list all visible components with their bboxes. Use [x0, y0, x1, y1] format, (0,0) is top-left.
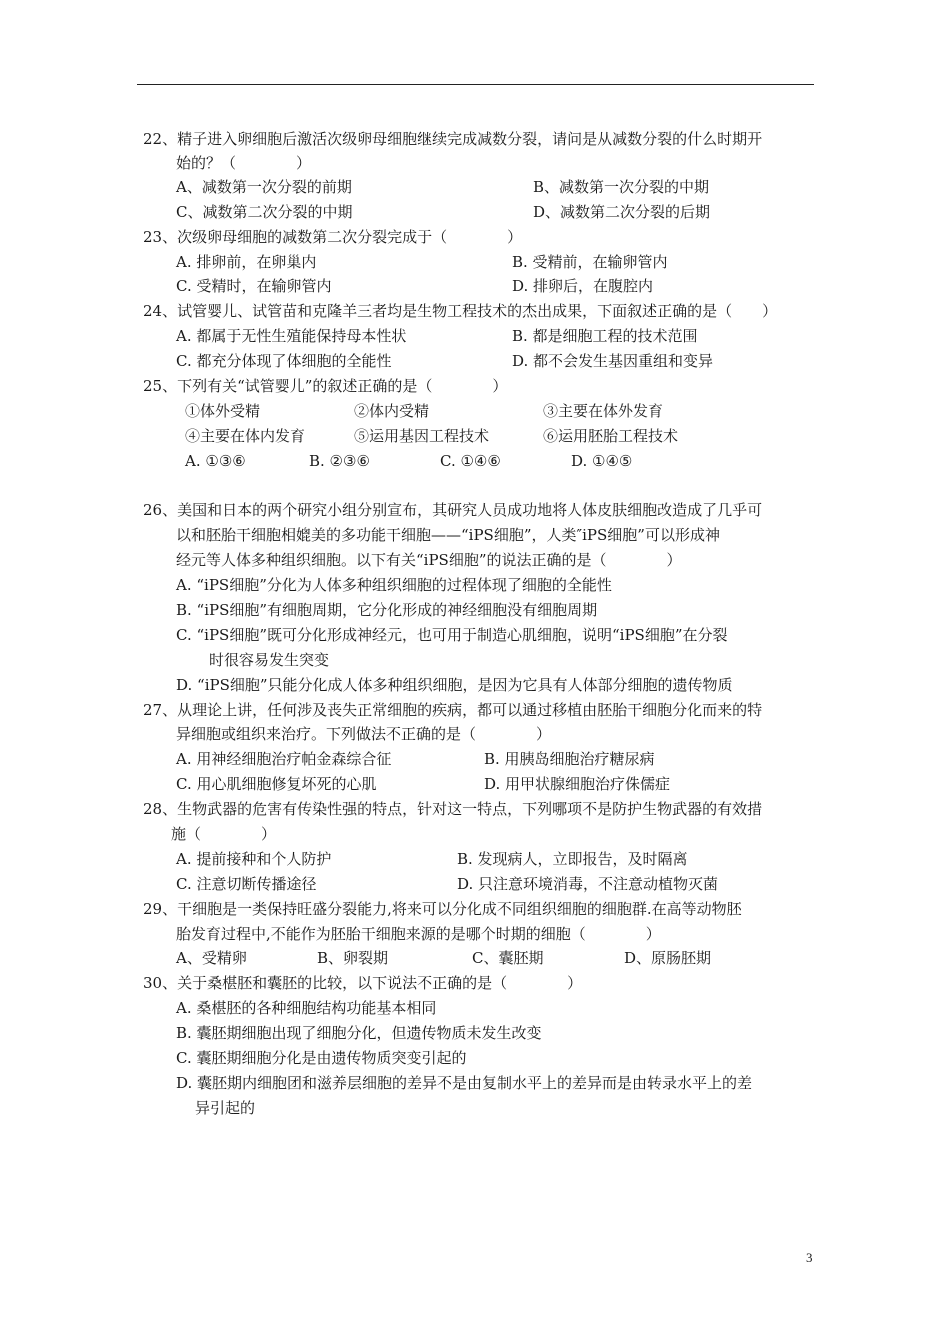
option-c: C. 注意切断传播途径 [176, 875, 317, 893]
option-a: A. 提前接种和个人防护 [176, 850, 332, 868]
page-number: 3 [806, 1250, 813, 1265]
option-b: B. ②③⑥ [309, 452, 370, 470]
option-d: D. 囊胚期内细胞团和滋养层细胞的差异不是由复制水平上的差异而是由转录水平上的差 [176, 1074, 753, 1092]
question-line: 22、精子进入卵细胞后激活次级卵母细胞继续完成减数分裂，请问是从减数分裂的什么时期开 [143, 130, 763, 148]
header-rule [137, 84, 814, 85]
option-a: A. 桑椹胚的各种细胞结构功能基本相同 [176, 999, 437, 1017]
option-c: C. 用心肌细胞修复坏死的心肌 [176, 775, 377, 793]
option-c: C、减数第二次分裂的中期 [176, 203, 353, 221]
option-b: B. 发现病人，立即报告，及时隔离 [457, 850, 688, 868]
option-b: B、减数第一次分裂的中期 [533, 178, 710, 196]
list-item: ②体内受精 [354, 402, 430, 420]
question-line: 24、试管婴儿、试管苗和克隆羊三者均是生物工程技术的杰出成果，下面叙述正确的是（ ） [143, 302, 778, 320]
list-item: ⑤运用基因工程技术 [354, 427, 490, 445]
question-line: 以和胚胎干细胞相媲美的多功能干细胞——“iPS细胞”，人类″iPS细胞”可以形成神 [176, 526, 720, 544]
option-d: D、原肠胚期 [624, 949, 712, 967]
option-d: D. 都不会发生基因重组和变异 [512, 352, 714, 370]
question-line: 胎发育过程中,不能作为胚胎干细胞来源的是哪个时期的细胞（ ） [176, 925, 661, 943]
option-c: C. 受精时，在输卵管内 [176, 277, 332, 295]
option-d: D. 排卵后，在腹腔内 [512, 277, 654, 295]
question-line: 异细胞或组织来治疗。下列做法不正确的是（ ） [176, 725, 552, 743]
list-item: ④主要在体内发育 [185, 427, 306, 445]
option-d: 异引起的 [195, 1099, 256, 1117]
option-d: D. 只注意环境消毒，不注意动植物灭菌 [457, 875, 719, 893]
question-line: 27、从理论上讲，任何涉及丧失正常细胞的疾病，都可以通过移植由胚胎干细胞分化而来的特 [143, 701, 763, 719]
option-b: B. 囊胚期细胞出现了细胞分化，但遗传物质未发生改变 [176, 1024, 542, 1042]
list-item: ③主要在体外发育 [543, 402, 664, 420]
option-c: C、囊胚期 [472, 949, 544, 967]
option-a: A、受精卵 [176, 949, 247, 967]
option-d: D. “iPS细胞”只能分化成人体多种组织细胞，是因为它具有人体部分细胞的遗传物质 [176, 676, 733, 694]
option-a: A. 都属于无性生殖能保持母本性状 [176, 327, 407, 345]
option-c: C. 囊胚期细胞分化是由遗传物质突变引起的 [176, 1049, 467, 1067]
question-line: 29、干细胞是一类保持旺盛分裂能力,将来可以分化成不同组织细胞的细胞群.在高等动物胚 [143, 900, 742, 918]
option-a: A、减数第一次分裂的前期 [176, 178, 352, 196]
option-c: C. “iPS细胞”既可分化形成神经元，也可用于制造心肌细胞，说明“iPS细胞”在分裂 [176, 626, 728, 644]
question-line: 26、美国和日本的两个研究小组分别宣布，其研究人员成功地将人体皮肤细胞改造成了几乎可 [143, 501, 763, 519]
option-a: A. “iPS细胞”分化为人体多种组织细胞的过程体现了细胞的全能性 [176, 576, 612, 594]
option-c: 时很容易发生突变 [209, 651, 330, 669]
question-line: 25、下列有关“试管婴儿”的叙述正确的是（ ） [143, 377, 508, 395]
option-d: D. 用甲状腺细胞治疗侏儒症 [484, 775, 671, 793]
option-a: A. 排卵前，在卵巢内 [176, 253, 317, 271]
list-item: ①体外受精 [185, 402, 261, 420]
option-b: B. 受精前，在输卵管内 [512, 253, 668, 271]
option-a: A. 用神经细胞治疗帕金森综合征 [176, 750, 392, 768]
list-item: ⑥运用胚胎工程技术 [543, 427, 679, 445]
question-line: 23、次级卵母细胞的减数第二次分裂完成于（ ） [143, 228, 523, 246]
option-b: B. “iPS细胞”有细胞周期，它分化形成的神经细胞没有细胞周期 [176, 601, 598, 619]
question-line: 始的？（ ） [176, 154, 312, 172]
option-b: B. 都是细胞工程的技术范围 [512, 327, 698, 345]
option-c: C. ①④⑥ [440, 452, 501, 470]
option-d: D、减数第二次分裂的后期 [533, 203, 711, 221]
question-line: 经元等人体多种组织细胞。以下有关“iPS细胞”的说法正确的是（ ） [176, 551, 682, 569]
question-line: 28、生物武器的危害有传染性强的特点，针对这一特点，下列哪项不是防护生物武器的有效措 [143, 800, 763, 818]
option-b: B. 用胰岛细胞治疗糖尿病 [484, 750, 655, 768]
question-line: 施（ ） [171, 825, 277, 843]
option-c: C. 都充分体现了体细胞的全能性 [176, 352, 392, 370]
question-line: 30、关于桑椹胚和囊胚的比较，以下说法不正确的是（ ） [143, 974, 583, 992]
option-d: D. ①④⑤ [571, 452, 633, 470]
option-b: B、卵裂期 [317, 949, 389, 967]
option-a: A. ①③⑥ [185, 452, 246, 470]
